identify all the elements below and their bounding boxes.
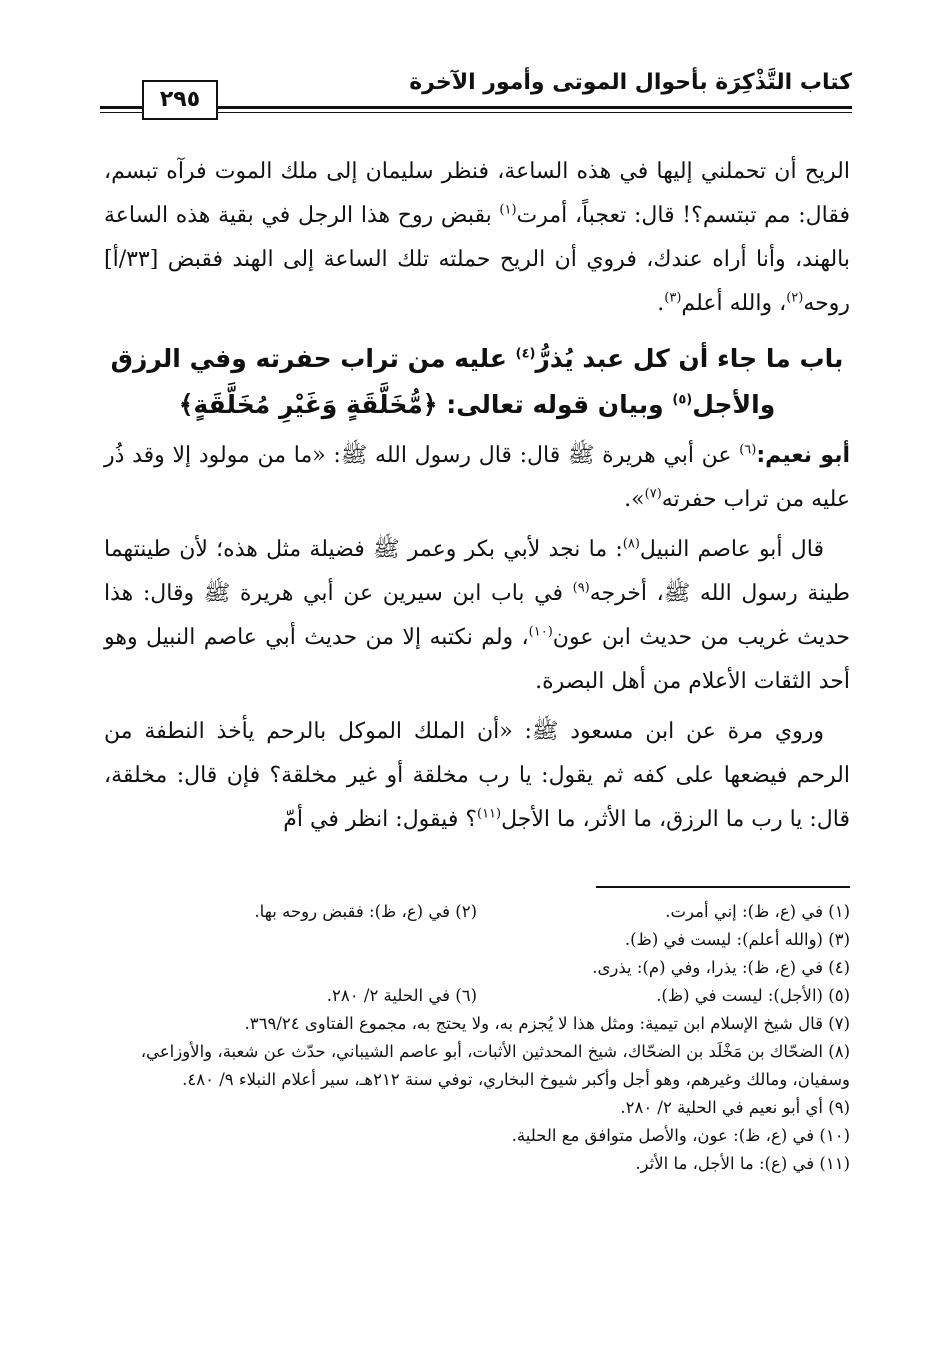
footnote-ref: (٩) xyxy=(572,580,590,596)
chapter-heading: باب ما جاء أن كل عبد يُذرُّ$^{(٤)}$ عليه من تراب حفرته وفي الرزق والأجل$^{(٥)}$ وبيان قوله تعالى: ﴿مُّخَلَّقَةٍ وَغَيْرِ مُخَلَّقَةٍ﴾ xyxy=(110,344,844,419)
footnote-ref: (١) xyxy=(499,202,517,218)
footnote-2: (٢) في (ع، ظ): فقبض روحه بها. xyxy=(254,902,477,921)
footnote-4: (٤) في (ع، ظ): يذرا، وفي (م): يذرى. xyxy=(592,958,850,977)
footnote-6: (٦) في الحلية ٢/ ٢٨٠. xyxy=(326,986,477,1005)
footnote-11: (١١) في (ع): ما الأجل، ما الأثر. xyxy=(635,1154,850,1173)
paragraph-4: وروي مرة عن ابن مسعود ﷺ: «أن الملك الموكل بالرحم يأخذ النطفة من الرحم فيضعها على كفه ثم يقول: يا رب مخلقة أو غير مخلقة؟ فإن قال: مخلقة، قال: يا رب ما الرزق، ما الأثر، ما الأجل$^{(١١)}$؟ فيقول: انظر في أمّ xyxy=(104,719,850,832)
footnotes xyxy=(104,898,850,1178)
footnote-7: (٧) قال شيخ الإسلام ابن تيمية: ومثل هذا لا يُجزم به، ولا يحتج به، مجموع الفتاوى ٣٦٩/٢٤. xyxy=(244,1014,850,1033)
paragraph-1: الريح أن تحملني إليها في هذه الساعة، فنظر سليمان إلى ملك الموت فرآه تبسم، فقال: مم تبتسم؟! قال: تعجباً، أمرت$^{(١)}$ بقبض روح هذا الرجل في بقية هذه الساعة بالهند، وأنا أراه عندك، فروي أن الريح حملته تلك الساعة إلى الهند فقبض [٣٣/أ] روحه$^{(٢)}$، والله أعلم$^{(٣)}$. xyxy=(104,159,850,316)
footnote-ref: (٥) xyxy=(672,392,693,408)
footnote-row xyxy=(104,982,850,1010)
footnote-ref: (١١) xyxy=(477,806,502,822)
footnote-ref: (٨) xyxy=(622,536,640,552)
footnote-ref: (٧) xyxy=(644,486,662,502)
footnote-9: (٩) أي أبو نعيم في الحلية ٢/ ٢٨٠. xyxy=(620,1098,850,1117)
footnote-8: (٨) الضحّاك بن مَخْلَد بن الضحّاك، شيخ المحدثين الأثبات، أبو عاصم الشيباني، حدّث عن شعبة، والأوزاعي، وسفيان، ومالك وغيرهم، وهو أجل وأكبر شيوخ البخاري، توفي سنة ٢١٢هـ، سير أعلام النبلاء ٩/ ٤٨٠. xyxy=(140,1042,850,1089)
footnote-ref: (١٠) xyxy=(528,624,553,640)
footnote-5: (٥) (الأجل): ليست في (ظ). xyxy=(656,986,850,1005)
page-number: ٢٩٥ xyxy=(142,80,218,120)
footnote-ref: (٦) xyxy=(739,442,757,458)
paragraph-3: قال أبو عاصم النبيل$^{(٨)}$: ما نجد لأبي بكر وعمر ﷺ فضيلة مثل هذه؛ لأن طينتهما طينة رسول الله ﷺ، أخرجه$^{(٩)}$ في باب ابن سيرين عن أبي هريرة ﷺ وقال: هذا حديث غريب من حديث ابن عون$^{(١٠)}$، ولم نكتبه إلا من حديث أبي عاصم النبيل وهو أحد الثقات الأعلام من أهل البصرة. xyxy=(104,536,851,694)
running-title: كتاب التَّذْكِرَة بأحوال الموتى وأمور الآخرة xyxy=(409,70,852,95)
footnote-3: (٣) (والله أعلم): ليست في (ظ). xyxy=(624,930,850,949)
footnote-ref: (٤) xyxy=(515,346,536,362)
footnote-separator xyxy=(596,886,850,888)
footnote-ref: (٣) xyxy=(664,290,682,306)
footnote-1: (١) في (ع، ظ): إني أمرت. xyxy=(665,902,850,921)
paragraph-2: أبو نعيم:$^{(٦)}$ عن أبي هريرة ﷺ قال: قال رسول الله ﷺ: «ما من مولود إلا وقد ذُر عليه من تراب حفرته$^{(٧)}$». xyxy=(104,442,850,512)
footnote-ref: (٢) xyxy=(786,290,804,306)
narrator-name: أبو نعيم: xyxy=(756,443,850,468)
footnote-10: (١٠) في (ع، ظ): عون، والأصل متوافق مع الحلية. xyxy=(511,1126,850,1145)
main-text xyxy=(104,150,850,848)
page-header xyxy=(100,58,852,118)
footnote-row xyxy=(104,898,850,926)
